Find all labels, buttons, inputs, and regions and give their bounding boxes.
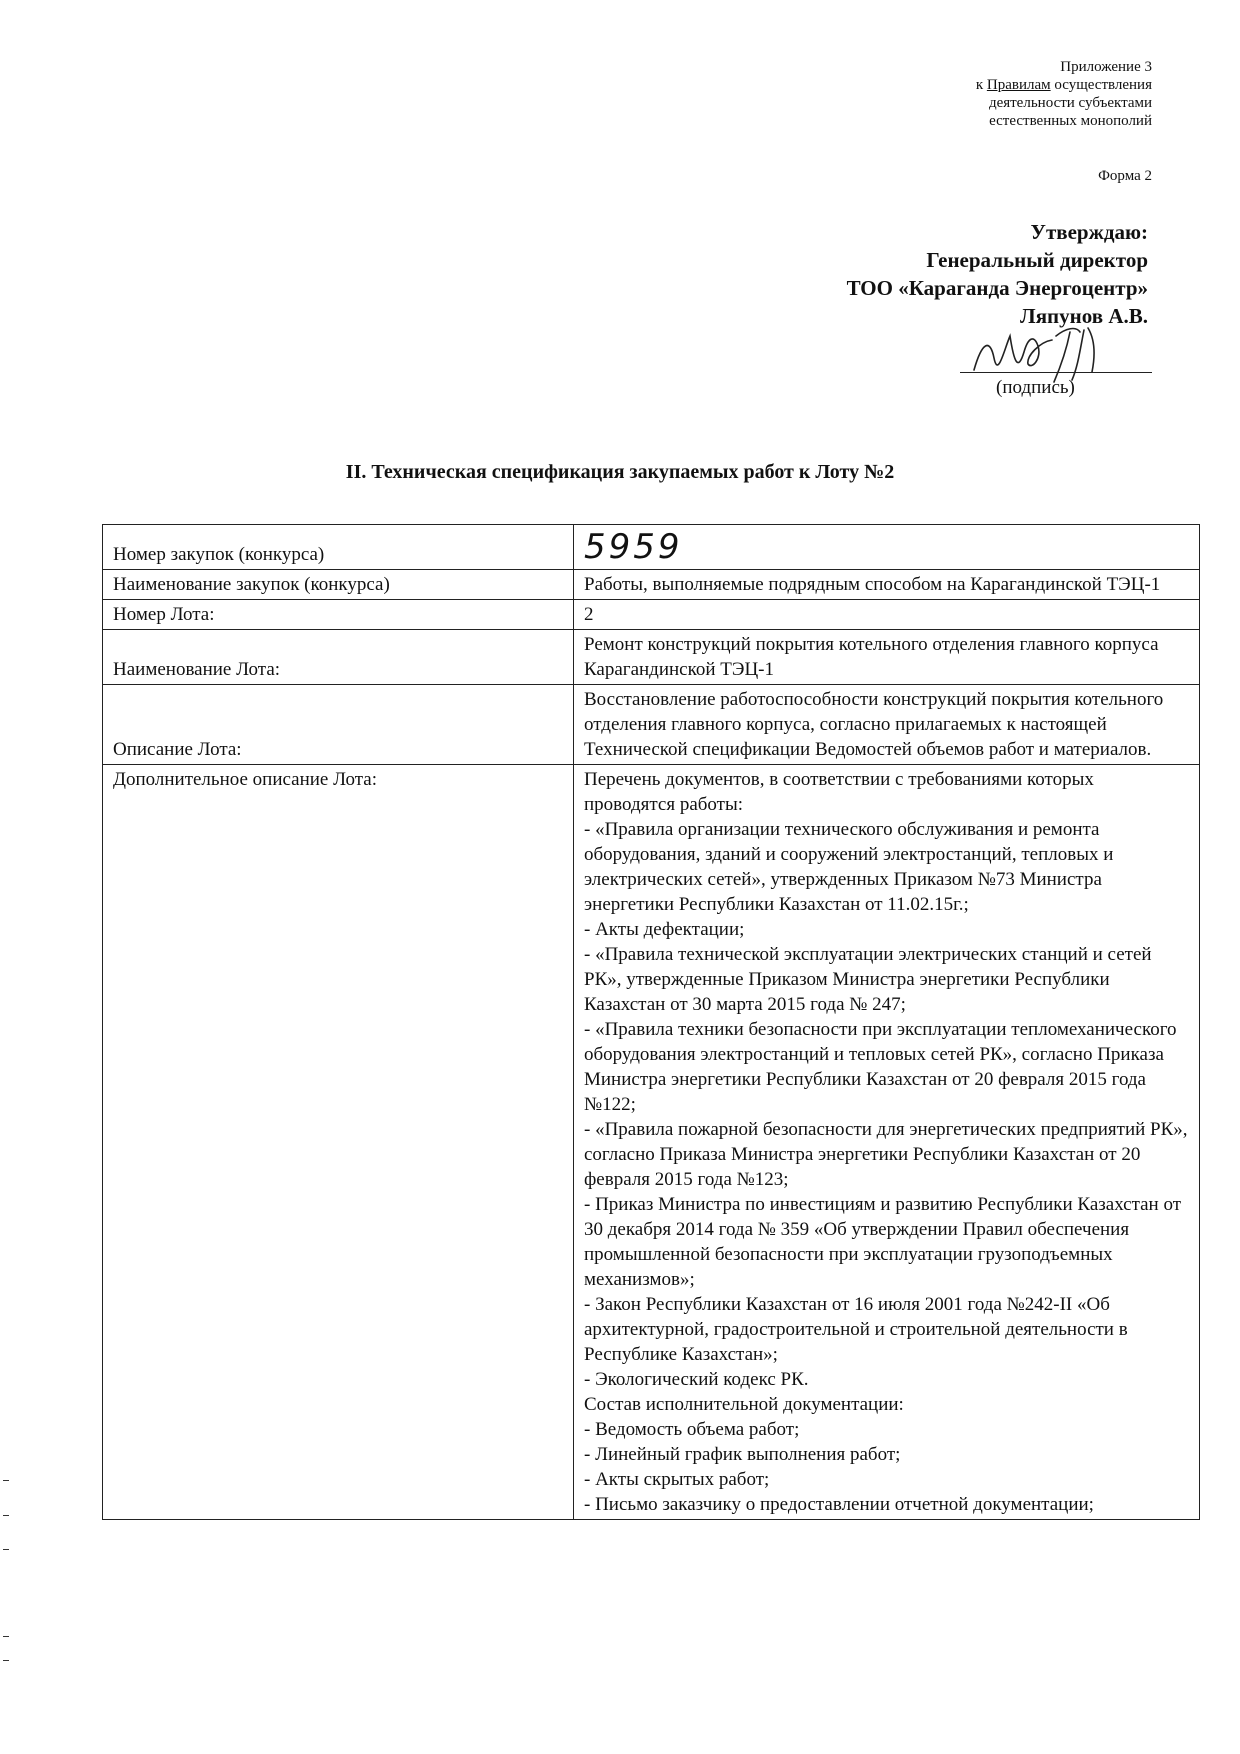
row-label-lot-name: Наименование Лота: <box>103 630 574 685</box>
handwritten-number: 5959 <box>584 527 683 567</box>
signature-caption: (подпись) <box>996 377 1075 398</box>
table-row <box>103 525 1200 570</box>
annex-suffix: осуществления <box>1050 77 1152 93</box>
row-value-procurement-number <box>574 525 1200 570</box>
list-item: - «Правила организации технического обслуживания и ремонта оборудования, зданий и сооружений электростанций, тепловых и электрических сетей», утвержденных Приказом №73 Министра энергетики Республики Казахстан от 11.02.15г.; <box>584 819 1114 915</box>
list-item: - «Правила технической эксплуатации электрических станций и сетей РК», утвержденные Приказом Министра энергетики Республики Казахстан от 30 марта 2015 года № 247; <box>584 944 1152 1015</box>
form-label: Форма 2 <box>1098 168 1152 184</box>
list-item: - Экологический кодекс РК. <box>584 1369 809 1390</box>
approval-line-2: Генеральный директор <box>926 248 1148 272</box>
specification-table <box>102 524 1200 1520</box>
margin-mark <box>3 1480 9 1481</box>
row-value-additional-description <box>574 765 1200 1520</box>
list-item: - Приказ Министра по инвестициям и развитию Республики Казахстан от 30 декабря 2014 года № 359 «Об утверждении Правил обеспечения промышленной безопасности при эксплуатации грузоподъемных механизмов»; <box>584 1194 1182 1290</box>
list-item: - Акты дефектации; <box>584 919 745 940</box>
row-label-procurement-number: Номер закупок (конкурса) <box>103 525 574 570</box>
handwritten-signature <box>968 312 1118 384</box>
annex-line-4: естественных монополий <box>989 113 1152 129</box>
row-label-lot-description: Описание Лота: <box>103 685 574 765</box>
margin-mark <box>3 1660 9 1661</box>
row-label-lot-number: Номер Лота: <box>103 600 574 630</box>
page-title: II. Техническая спецификация закупаемых работ к Лоту №2 <box>345 461 895 483</box>
margin-mark <box>3 1636 9 1637</box>
approval-line-4: Ляпунов А.В. <box>1020 304 1148 328</box>
rules-link[interactable]: Правилам <box>986 77 1051 93</box>
table-row <box>103 630 1200 685</box>
margin-mark <box>3 1549 9 1550</box>
row-label-procurement-name: Наименование закупок (конкурса) <box>103 570 574 600</box>
annex-line-3: деятельности субъектами <box>988 95 1152 111</box>
row-value-lot-number: 2 <box>574 600 1200 630</box>
approval-line-3: ТОО «Караганда Энергоцентр» <box>846 276 1148 300</box>
list-item: Перечень документов, в соответствии с требованиями которых проводятся работы: <box>584 769 1094 815</box>
table-row <box>103 685 1200 765</box>
margin-mark <box>3 1515 9 1516</box>
approval-line-1: Утверждаю: <box>1030 220 1148 244</box>
list-item: - Письмо заказчику о предоставлении отчетной документации; <box>584 1494 1094 1515</box>
list-item: - Закон Республики Казахстан от 16 июля 2001 года №242-II «Об архитектурной, градостроительной и строительной деятельности в Республике Казахстан»; <box>584 1294 1128 1365</box>
list-item: - Ведомость объема работ; <box>584 1419 800 1440</box>
signature-line <box>960 372 1152 373</box>
annex-line-2 <box>976 76 1152 94</box>
list-item: - «Правила пожарной безопасности для энергетических предприятий РК», согласно Приказа Министра энергетики Республики Казахстан от 20 февраля 2015 года №123; <box>584 1119 1188 1190</box>
list-item: Состав исполнительной документации: <box>584 1394 904 1415</box>
row-value-lot-description: Восстановление работоспособности конструкций покрытия котельного отделения главного корпуса, согласно прилагаемых к настоящей Технической спецификации Ведомостей объемов работ и материалов. <box>574 685 1200 765</box>
row-label-additional-description: Дополнительное описание Лота: <box>103 765 574 1520</box>
table-row <box>103 765 1200 1520</box>
table-row <box>103 570 1200 600</box>
list-item: - «Правила техники безопасности при эксплуатации тепломеханического оборудования электростанций и тепловых сетей РК», согласно Приказа Министра энергетики Республики Казахстан от 20 февраля 2015 года №122; <box>584 1019 1177 1115</box>
annex-line-1: Приложение 3 <box>1060 59 1152 75</box>
list-item: - Линейный график выполнения работ; <box>584 1444 901 1465</box>
annex-prefix: к <box>975 77 987 93</box>
list-item: - Акты скрытых работ; <box>584 1469 770 1490</box>
table-row <box>103 600 1200 630</box>
row-value-lot-name: Ремонт конструкций покрытия котельного отделения главного корпуса Карагандинской ТЭЦ-1 <box>574 630 1200 685</box>
row-value-procurement-name: Работы, выполняемые подрядным способом на Карагандинской ТЭЦ-1 <box>574 570 1200 600</box>
annex-reference <box>976 58 1152 130</box>
